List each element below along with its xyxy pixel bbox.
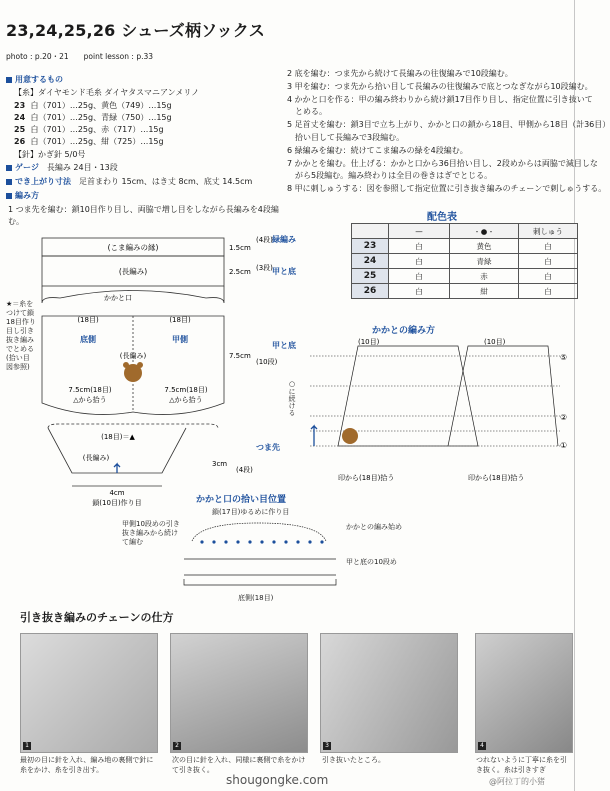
- label: △から拾う: [169, 396, 203, 404]
- heel-opening: [42, 286, 224, 303]
- table-cell: —: [389, 224, 450, 239]
- label: (長編み): [118, 267, 148, 276]
- label: 甲と底の10段め: [346, 558, 397, 566]
- label: 3cm: [212, 460, 228, 468]
- step-line: 2 底を編む：つま先から続けて長編みの往復編みで10段編む。: [287, 69, 513, 78]
- step-1: 1 つま先を編む：鎖10目作り目し、両脇で増し目をしながら長編みを4段編: [8, 205, 279, 214]
- label: 鎖(10目)作り目: [92, 499, 142, 507]
- yarn-line: 【糸】ダイヤモンド毛糸 ダイヤタスマニアンメリノ: [14, 88, 200, 97]
- label: かかとの編み始め: [346, 523, 402, 531]
- label: かかと口: [104, 294, 132, 302]
- step-line: 6 緑編みを編む：続けてこま編みの緑を4段編む。: [287, 146, 468, 155]
- table-row: [352, 269, 578, 284]
- table-row: [352, 284, 578, 299]
- label: 甲と底: [272, 341, 296, 350]
- page-edge-rule: [574, 0, 575, 791]
- continue-note: ○に続ける: [288, 380, 296, 416]
- table-cell: 24: [352, 254, 389, 269]
- step-line: 7 かかとを編む。仕上げる：かかと口から36目拾い目し、2段めからは両脇で減目しな: [287, 159, 598, 168]
- table-cell: 白: [389, 254, 450, 269]
- heel-chart-title: かかとの編み方: [372, 326, 436, 336]
- label: 印から(18目)拾う: [338, 474, 395, 482]
- label: つま先: [256, 443, 280, 452]
- needle-line: 【針】かぎ針 5/0号: [14, 150, 86, 159]
- table-cell: 白: [389, 284, 450, 299]
- pickup-chart: [180, 515, 340, 590]
- label: (長編み): [82, 454, 110, 462]
- label: 7.5cm(18目): [68, 386, 112, 394]
- table-cell: 25: [352, 269, 389, 284]
- gauge-line: ゲージ 長編み 24目・13段: [6, 163, 118, 173]
- method-heading: 編み方: [6, 191, 39, 201]
- label: (こま編みの縁): [107, 243, 159, 252]
- table-cell: 白: [389, 269, 450, 284]
- material-row: 23 白（701）…25g、黄色（749）…15g: [14, 101, 172, 110]
- label: 1.5cm: [229, 244, 251, 252]
- label: (4段): [256, 236, 273, 244]
- site-watermark: shougongke.com: [226, 773, 329, 787]
- label: 印から(18目)拾う: [468, 474, 525, 482]
- square-bullet-icon: [6, 193, 12, 199]
- step-line: 5 足首丈を編む：鎖3目で立ち上がり、かかと口の鎖から18目、甲側から18目（計36目）: [287, 120, 610, 129]
- page-title: 23,24,25,26 シューズ柄ソックス: [6, 21, 265, 40]
- chain-loop: [192, 523, 326, 541]
- table-cell: 白: [389, 239, 450, 254]
- label: 2.5cm: [229, 268, 251, 276]
- table-cell: 青緑: [450, 254, 519, 269]
- table-cell: 26: [352, 284, 389, 299]
- step-caption-4: つれないように丁寧に糸を引き抜く。糸は引きすぎ: [476, 756, 567, 774]
- table-cell: 紺: [450, 284, 519, 299]
- label: (18目): [169, 316, 191, 324]
- step-line: 4 かかと口を作る：甲の編み終わりから続け鎖17目作り目し、指定位置に引き抜いて: [287, 95, 593, 104]
- label: (4段): [236, 466, 253, 474]
- table-cell: - ● -: [450, 224, 519, 239]
- table-cell: 白: [519, 269, 578, 284]
- materials-heading: 用意するもの: [6, 75, 63, 85]
- table-cell: 23: [352, 239, 389, 254]
- step-line: 拾い目して長編みで3段編む。: [287, 133, 405, 142]
- account-watermark: @阿拉丁的小猪: [489, 777, 545, 786]
- step-line: がら5段編む。編み終わりは全目の巻きはぎでとじる。: [287, 171, 493, 180]
- square-bullet-icon: [6, 165, 12, 171]
- table-cell: 赤: [450, 269, 519, 284]
- label: 甲側10段めの引き抜き編みから続けて編む: [122, 520, 180, 546]
- step-1-cont: む。: [8, 217, 24, 226]
- step-line: とめる。: [287, 107, 327, 116]
- square-bullet-icon: [6, 77, 12, 83]
- row-marker: ①: [560, 441, 568, 450]
- label: 7.5cm(18目): [164, 386, 208, 394]
- label: 底側(18目): [238, 594, 274, 602]
- label: 鎖(17目)ゆるめに作り目: [212, 508, 290, 516]
- label: 7.5cm: [229, 352, 251, 360]
- label: 4cm: [109, 489, 125, 497]
- row-marker: ②: [560, 413, 568, 422]
- label: (10段): [256, 358, 278, 366]
- bear-ear-icon: [137, 362, 143, 368]
- label: 甲側: [172, 335, 188, 344]
- table-cell: [352, 224, 389, 239]
- step-line: 8 甲に刺しゅうする：図を参照して指定位置に引き抜き編みのチェーンで刺しゅうする。: [287, 184, 607, 193]
- bear-ear-icon: [123, 362, 129, 368]
- table-row: [352, 239, 578, 254]
- label: (長編み): [119, 352, 147, 360]
- label: 緑編み: [272, 235, 296, 244]
- table-cell: 白: [519, 284, 578, 299]
- star-note: ★＝糸をつけて鎖18目作り目し引き抜き編みでとめる(拾い目図参照): [6, 300, 36, 371]
- label: △から拾う: [73, 396, 107, 404]
- step-caption-1: 最初の目に針を入れ、編み地の裏側で針に糸をかけ、糸を引き出す。: [20, 756, 154, 774]
- toe-line: [48, 424, 218, 428]
- label: (18目): [77, 316, 99, 324]
- label: (10目): [358, 338, 380, 346]
- step-photo-1: 1: [20, 633, 158, 753]
- heel-stitch-chart: [298, 336, 574, 486]
- row-marker: ⑤: [560, 353, 568, 362]
- bracket-line: [184, 579, 336, 585]
- table-cell: 黄色: [450, 239, 519, 254]
- table-cell: 刺しゅう: [519, 224, 578, 239]
- step-photo-3: 3: [320, 633, 458, 753]
- label: (18目)＝▲: [101, 433, 135, 441]
- color-table: [351, 223, 578, 299]
- step-caption-3: 引き抜いたところ。: [322, 756, 385, 764]
- step-line: 3 甲を編む：つま先から拾い目して長編みの往復編みで底とつなぎながら10段編む。: [287, 82, 593, 91]
- up-arrow-icon: [311, 426, 317, 446]
- label: 底側: [80, 335, 96, 344]
- label: (10目): [484, 338, 506, 346]
- square-bullet-icon: [6, 179, 12, 185]
- table-cell: 白: [519, 239, 578, 254]
- material-row: 24 白（701）…25g、青緑（750）…15g: [14, 113, 172, 122]
- color-table-header: [352, 224, 578, 239]
- bear-emoji-icon: [342, 428, 358, 444]
- label: (3段): [256, 264, 273, 272]
- section-title: 引き抜き編みのチェーンの仕方: [20, 611, 174, 624]
- size-line: でき上がり寸法 足首まわり 15cm、はき丈 8cm、底丈 14.5cm: [6, 177, 252, 187]
- step-photo-2: 2: [170, 633, 308, 753]
- step-photo-4: 4: [475, 633, 573, 753]
- material-row: 25 白（701）…25g、赤（717）…15g: [14, 125, 164, 134]
- table-cell: 白: [519, 254, 578, 269]
- table-row: [352, 254, 578, 269]
- photo-reference: photo : p.20・21 point lesson : p.33: [6, 52, 154, 61]
- color-table-title: 配色表: [427, 212, 457, 223]
- up-arrow-icon: [114, 464, 120, 473]
- material-row: 26 白（701）…25g、紺（725）…15g: [14, 137, 164, 146]
- step-caption-2: 次の目に針を入れ、同様に裏側で糸をかけて引き抜く。: [172, 756, 306, 774]
- pickup-title: かかと口の拾い目位置: [196, 495, 287, 505]
- label: 甲と底: [272, 267, 296, 276]
